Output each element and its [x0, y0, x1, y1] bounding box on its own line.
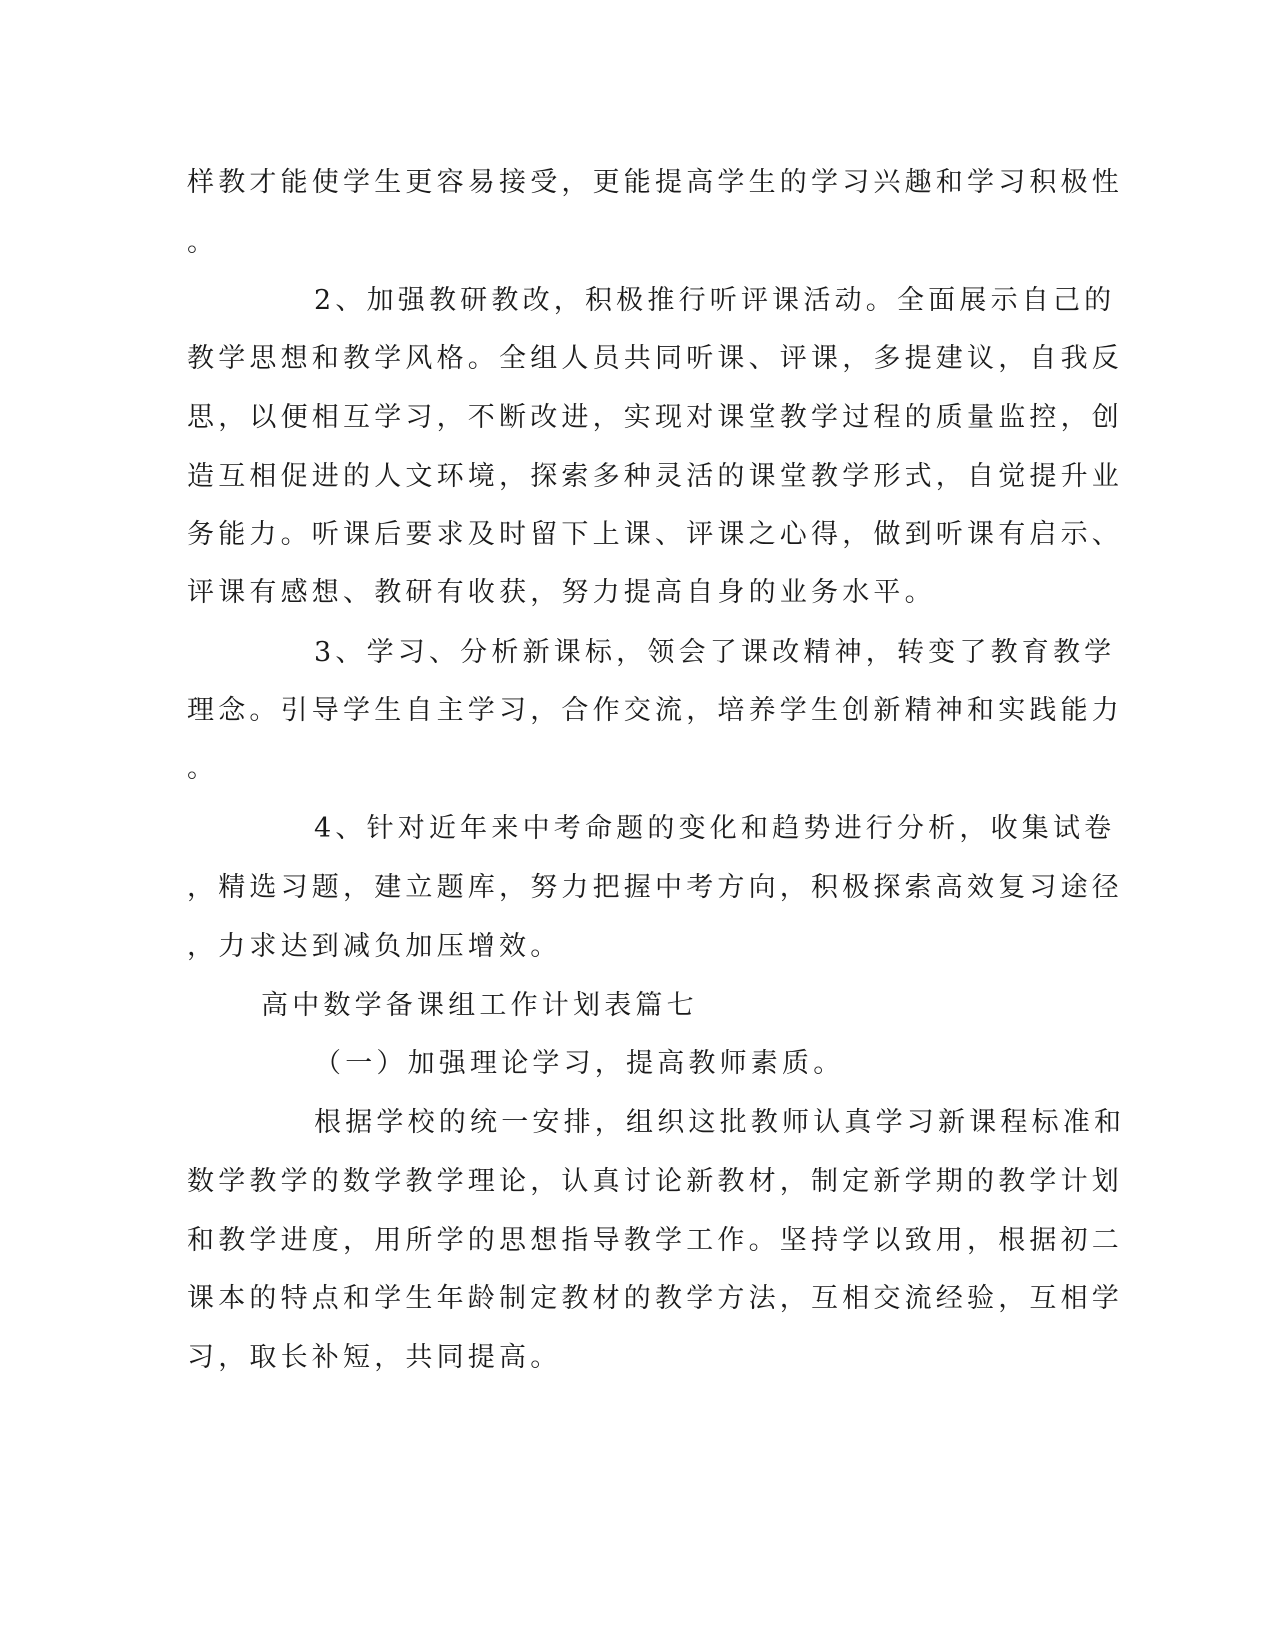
text-line: ，精选习题，建立题库，努力把握中考方向，积极探索高效复习途径 — [187, 872, 1123, 903]
paragraph-start: 2、加强教研教改，积极推行听评课活动。全面展示自己的 — [314, 285, 1116, 316]
text-line: 样教才能使学生更容易接受，更能提高学生的学习兴趣和学习积极性 — [187, 167, 1123, 198]
text-line: 。 — [187, 227, 219, 258]
text-line: 务能力。听课后要求及时留下上课、评课之心得，做到听课有启示、 — [187, 519, 1123, 550]
text-line: 。 — [187, 753, 219, 784]
section-heading: 高中数学备课组工作计划表篇七 — [261, 990, 698, 1021]
text-line: 评课有感想、教研有收获，努力提高自身的业务水平。 — [187, 577, 936, 608]
paragraph-start: 4、针对近年来中考命题的变化和趋势进行分析，收集试卷 — [314, 813, 1116, 844]
text-line: 课本的特点和学生年龄制定教材的教学方法，互相交流经验，互相学 — [187, 1283, 1123, 1314]
text-line: 和教学进度，用所学的思想指导教学工作。坚持学以致用，根据初二 — [187, 1225, 1123, 1256]
text-line: ，力求达到减负加压增效。 — [187, 931, 562, 962]
paragraph-start: 3、学习、分析新课标，领会了课改精神，转变了教育教学 — [314, 637, 1116, 668]
text-line: 教学思想和教学风格。全组人员共同听课、评课，多提建议，自我反 — [187, 343, 1123, 374]
text-line: 造互相促进的人文环境，探索多种灵活的课堂教学形式，自觉提升业 — [187, 461, 1123, 492]
text-line: 理念。引导学生自主学习，合作交流，培养学生创新精神和实践能力 — [187, 695, 1123, 726]
text-line: 数学教学的数学教学理论，认真讨论新教材，制定新学期的教学计划 — [187, 1166, 1123, 1197]
subsection-heading: （一）加强理论学习，提高教师素质。 — [314, 1048, 845, 1079]
text-line: 思，以便相互学习，不断改进，实现对课堂教学过程的质量监控，创 — [187, 402, 1123, 433]
text-line: 习，取长补短，共同提高。 — [187, 1342, 562, 1373]
paragraph-start: 根据学校的统一安排，组织这批教师认真学习新课程标准和 — [314, 1107, 1126, 1138]
